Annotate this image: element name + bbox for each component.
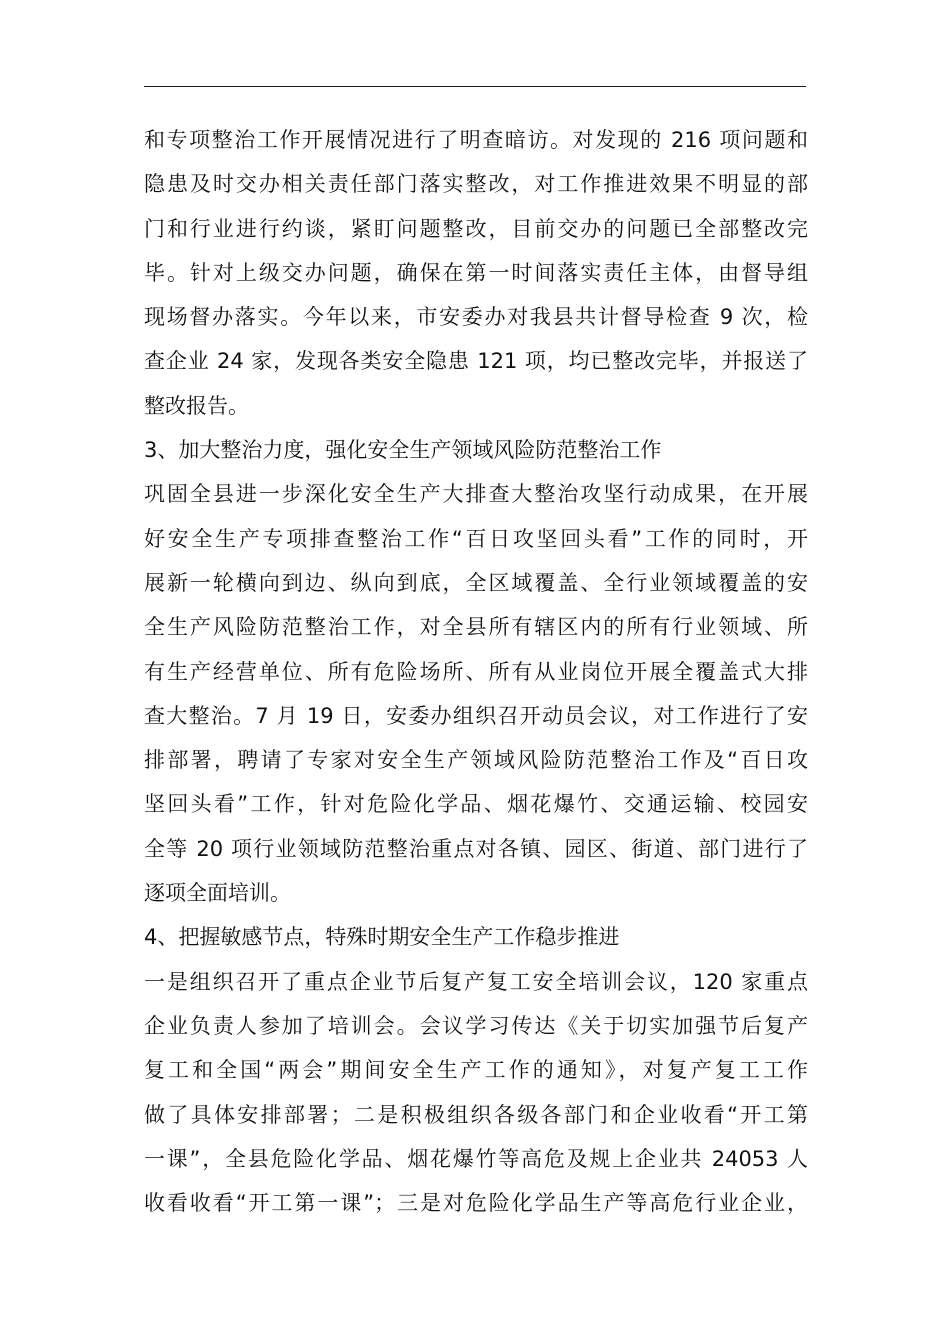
text-line: 门和行业进行约谈，紧盯问题整改，目前交办的问题已全部整改完 bbox=[144, 216, 808, 241]
text-line: 有生产经营单位、所有危险场所、所有从业岗位开展全覆盖式大排 bbox=[144, 659, 808, 684]
text-line: 逐项全面培训。 bbox=[144, 881, 291, 906]
text-line: 展新一轮横向到边、纵向到底，全区域覆盖、全行业领域覆盖的安 bbox=[144, 570, 808, 595]
text-line: 现场督办落实。今年以来，市安委办对我县共计督导检查 9 次，检 bbox=[144, 305, 808, 330]
text-line: 好安全生产专项排查整治工作“百日攻坚回头看”工作的同时，开 bbox=[144, 526, 808, 551]
text-line: 一课”，全县危险化学品、烟花爆竹等高危及规上企业共 24053 人 bbox=[144, 1146, 808, 1171]
text-line: 巩固全县进一步深化安全生产大排查大整治攻坚行动成果，在开展 bbox=[144, 482, 808, 507]
header-rule bbox=[144, 86, 806, 87]
text-line: 一是组织召开了重点企业节后复产复工安全培训会议，120 家重点 bbox=[144, 969, 808, 994]
text-line: 排部署，聘请了专家对安全生产领域风险防范整治工作及“百日攻 bbox=[144, 748, 808, 773]
text-line: 查大整治。7 月 19 日，安委办组织召开动员会议，对工作进行了安 bbox=[144, 703, 808, 728]
text-line: 做了具体安排部署；二是积极组织各级各部门和企业收看“开工第 bbox=[144, 1102, 808, 1127]
text-line: 收看收看“开工第一课”；三是对危险化学品生产等高危行业企业， bbox=[144, 1191, 808, 1216]
text-line: 全等 20 项行业领域防范整治重点对各镇、园区、街道、部门进行了 bbox=[144, 836, 808, 861]
text-line: 企业负责人参加了培训会。会议学习传达《关于切实加强节后复产 bbox=[144, 1013, 808, 1038]
text-line: 整改报告。 bbox=[144, 393, 249, 418]
text-line: 毕。针对上级交办问题，确保在第一时间落实责任主体，由督导组 bbox=[144, 260, 808, 285]
text-line: 坚回头看”工作，针对危险化学品、烟花爆竹、交通运输、校园安 bbox=[144, 792, 808, 817]
text-line: 复工和全国“两会”期间安全生产工作的通知》，对复产复工工作 bbox=[144, 1058, 808, 1083]
text-line: 查企业 24 家，发现各类安全隐患 121 项，均已整改完毕，并报送了 bbox=[144, 349, 808, 374]
section-heading: 4、把握敏感节点，特殊时期安全生产工作稳步推进 bbox=[144, 925, 620, 950]
text-line: 隐患及时交办相关责任部门落实整改，对工作推进效果不明显的部 bbox=[144, 172, 808, 197]
section-heading: 3、加大整治力度，强化安全生产领域风险防范整治工作 bbox=[144, 438, 662, 463]
text-line: 和专项整治工作开展情况进行了明查暗访。对发现的 216 项问题和 bbox=[144, 128, 808, 152]
text-line: 全生产风险防范整治工作，对全县所有辖区内的所有行业领域、所 bbox=[144, 615, 808, 640]
body-text bbox=[144, 118, 808, 1225]
